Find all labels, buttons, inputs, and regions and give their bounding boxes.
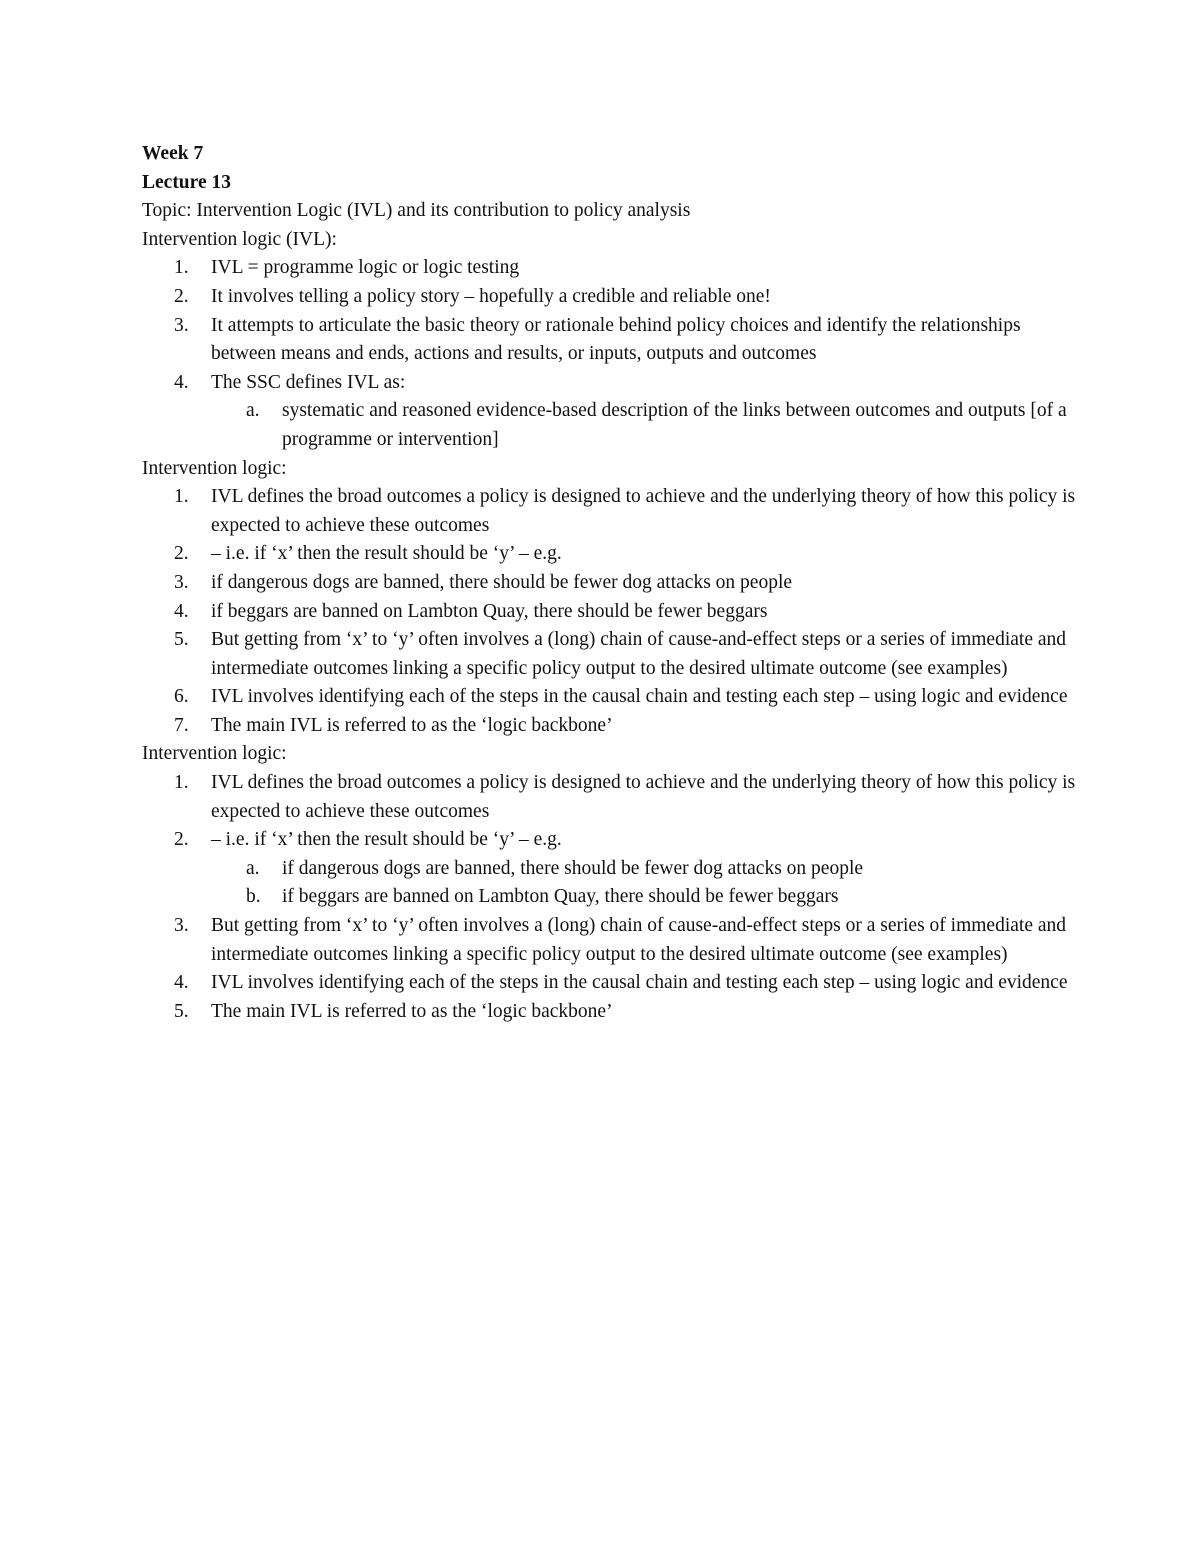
list-item-number: 1.: [174, 486, 189, 508]
list-item: [142, 569, 1082, 598]
list-item-text: IVL defines the broad outcomes a policy is designed to achieve and the underlying theory of how this policy is expected to achieve these outcomes: [211, 772, 1076, 822]
list-item-number: 4.: [174, 371, 189, 393]
lecture-heading: Lecture 13: [142, 171, 231, 193]
list-item-text: The main IVL is referred to as the ‘logic backbone’: [211, 1000, 613, 1022]
list-item: [142, 969, 1082, 998]
sub-list-item: [142, 883, 1082, 912]
list-item-text: But getting from ‘x’ to ‘y’ often involves a (long) chain of cause-and-effect steps or a series of immediate and intermediate outcomes linking a specific policy output to the desired ultimate outcome (see examples): [211, 629, 1067, 679]
list-item-text: – i.e. if ‘x’ then the result should be ‘y’ – e.g.: [211, 829, 562, 851]
list-item-number: 6.: [174, 686, 189, 708]
sub-list-item-text: if beggars are banned on Lambton Quay, there should be fewer beggars: [282, 886, 839, 908]
sub-list-item: [142, 855, 1082, 884]
list-item: [142, 312, 1082, 369]
list-item-text: IVL defines the broad outcomes a policy is designed to achieve and the underlying theory of how this policy is expected to achieve these outcomes: [211, 486, 1076, 536]
sub-list-item-letter: a.: [246, 857, 260, 879]
list-item-text: – i.e. if ‘x’ then the result should be ‘y’ – e.g.: [211, 543, 562, 565]
list-item-number: 4.: [174, 600, 189, 622]
list-item-text: IVL = programme logic or logic testing: [211, 257, 520, 279]
list-item-number: 7.: [174, 714, 189, 736]
list-item: [142, 912, 1082, 969]
list-item-number: 1.: [174, 257, 189, 279]
list-item-text: if dangerous dogs are banned, there should be fewer dog attacks on people: [211, 571, 793, 593]
week-heading: Week 7: [142, 143, 204, 164]
sub-list-item-letter: b.: [246, 886, 261, 908]
list-item-number: 2.: [174, 829, 189, 851]
list-item: [142, 254, 1082, 283]
list-item: [142, 826, 1082, 855]
list-item: [142, 483, 1082, 540]
sub-list-item-letter: a.: [246, 400, 260, 422]
list-item-text: But getting from ‘x’ to ‘y’ often involves a (long) chain of cause-and-effect steps or a series of immediate and intermediate outcomes linking a specific policy output to the desired ultimate outcome (see examples): [211, 915, 1067, 965]
section1-heading: Intervention logic (IVL):: [142, 228, 337, 250]
list-item: [142, 712, 1082, 741]
list-item-number: 2.: [174, 543, 189, 565]
list-item-number: 5.: [174, 629, 189, 651]
list-item-text: It attempts to articulate the basic theory or rationale behind policy choices and identify the relationships between means and ends, actions and results, or inputs, outputs and outcomes: [211, 314, 1021, 365]
section1-list: [142, 254, 1082, 454]
list-item: [142, 283, 1082, 312]
section2-heading: Intervention logic:: [142, 457, 287, 479]
list-item-number: 1.: [174, 772, 189, 794]
list-item-text: IVL involves identifying each of the steps in the causal chain and testing each step – using logic and evidence: [211, 686, 1068, 708]
list-item-number: 3.: [174, 571, 189, 593]
list-item: [142, 998, 1082, 1027]
section2-list: [142, 483, 1082, 740]
topic-line: Topic: Intervention Logic (IVL) and its contribution to policy analysis: [142, 200, 691, 222]
sub-list-item: [142, 397, 1082, 454]
list-item-number: 3.: [174, 314, 189, 336]
list-item-number: 4.: [174, 972, 189, 994]
section3-list: [142, 769, 1082, 1026]
sub-list-item-text: systematic and reasoned evidence-based description of the links between outcomes and outputs [of a programme or intervention]: [282, 400, 1067, 450]
list-item: [142, 369, 1082, 398]
list-item: [142, 598, 1082, 627]
list-item-text: The main IVL is referred to as the ‘logic backbone’: [211, 714, 613, 736]
document-page: [142, 140, 1082, 1026]
list-item-text: The SSC defines IVL as:: [211, 371, 406, 393]
list-item-text: IVL involves identifying each of the steps in the causal chain and testing each step – using logic and evidence: [211, 972, 1068, 994]
list-item: [142, 626, 1082, 683]
sub-list-item-text: if dangerous dogs are banned, there should be fewer dog attacks on people: [282, 857, 864, 879]
list-item-text: It involves telling a policy story – hopefully a credible and reliable one!: [211, 285, 771, 307]
list-item: [142, 769, 1082, 826]
list-item-number: 5.: [174, 1000, 189, 1022]
list-item-number: 3.: [174, 915, 189, 937]
list-item-number: 2.: [174, 285, 189, 307]
list-item-text: if beggars are banned on Lambton Quay, there should be fewer beggars: [211, 600, 768, 622]
section3-heading: Intervention logic:: [142, 743, 287, 765]
list-item: [142, 683, 1082, 712]
list-item: [142, 540, 1082, 569]
